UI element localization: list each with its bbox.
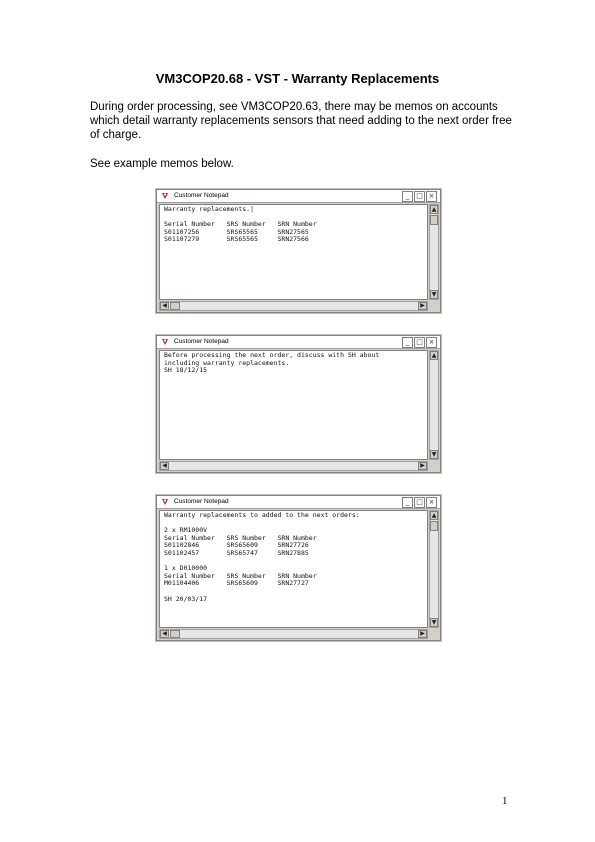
customer-notepad-icon [161, 338, 169, 346]
vertical-scrollbar[interactable] [429, 350, 439, 460]
intro-paragraph: During order processing, see VM3COP20.63, there may be memos on accounts which detail warranty replacements sensors that need adding to the next order free of charge. [90, 101, 512, 141]
vertical-scrollbar[interactable] [429, 510, 439, 628]
page-number: 1 [502, 795, 508, 807]
horizontal-scrollbar[interactable] [159, 629, 428, 639]
vertical-scrollbar[interactable] [429, 204, 439, 300]
notepad-content: Warranty replacements.| Serial Number SRS Number SRN Number S01107256 SRS65565 SRN27565 S01107279 SRS65565 SRN27566 [164, 205, 317, 244]
horizontal-scrollbar[interactable] [159, 301, 428, 311]
scroll-right-icon[interactable]: ▶ [418, 462, 427, 470]
close-icon[interactable]: × [426, 497, 437, 508]
scroll-thumb[interactable] [430, 521, 438, 531]
scroll-right-icon[interactable]: ▶ [418, 630, 427, 638]
notepad-content: Warranty replacements to added to the next orders: 2 x RM1000V Serial Number SRS Number SRN Number S01102846 SRS65609 SRN27726 S01102457 SRS65747 SRN27885 1 x D010000 Serial Number SRS Number SRN Number M01104406 SRS65609 SRN27727 SH 20/03/17 [164, 511, 360, 603]
customer-notepad-icon [161, 498, 169, 506]
notepad-text-area[interactable] [159, 204, 428, 300]
horizontal-scrollbar[interactable] [159, 461, 428, 471]
scroll-right-icon[interactable]: ▶ [418, 302, 427, 310]
window-title: Customer Notepad [174, 192, 229, 199]
notepad-window-3 [156, 495, 441, 641]
scroll-down-icon[interactable]: ▼ [431, 291, 437, 298]
maximize-icon[interactable]: □ [414, 337, 425, 348]
notepad-content: Before processing the next order, discuss with SH about including warranty replacements. SH 18/12/15 [164, 351, 380, 375]
notepad-window-2 [156, 335, 441, 473]
scroll-up-icon[interactable]: ▲ [431, 206, 437, 213]
example-paragraph: See example memos below. [90, 158, 234, 170]
scroll-left-icon[interactable]: ◀ [160, 302, 169, 310]
window-title: Customer Notepad [174, 498, 229, 505]
scroll-thumb[interactable] [430, 215, 438, 225]
horizontal-scroll-thumb[interactable] [170, 630, 180, 638]
scroll-left-icon[interactable]: ◀ [160, 462, 169, 470]
window-title-bar[interactable] [157, 496, 440, 509]
scroll-down-icon[interactable]: ▼ [431, 451, 437, 458]
window-title: Customer Notepad [174, 338, 229, 345]
window-title-bar[interactable] [157, 190, 440, 203]
scroll-down-icon[interactable]: ▼ [431, 619, 437, 626]
close-icon[interactable]: × [426, 191, 437, 202]
document-title: VM3COP20.68 - VST - Warranty Replacements [155, 71, 440, 86]
scroll-up-icon[interactable]: ▲ [431, 352, 437, 359]
maximize-icon[interactable]: □ [414, 191, 425, 202]
minimize-icon[interactable]: _ [402, 337, 413, 348]
horizontal-scroll-thumb[interactable] [170, 302, 180, 310]
scroll-up-icon[interactable]: ▲ [431, 512, 437, 519]
notepad-text-area[interactable] [159, 510, 428, 628]
maximize-icon[interactable]: □ [414, 497, 425, 508]
notepad-window-1 [156, 189, 441, 313]
notepad-text-area[interactable] [159, 350, 428, 460]
minimize-icon[interactable]: _ [402, 497, 413, 508]
window-title-bar[interactable] [157, 336, 440, 349]
close-icon[interactable]: × [426, 337, 437, 348]
customer-notepad-icon [161, 192, 169, 200]
minimize-icon[interactable]: _ [402, 191, 413, 202]
scroll-left-icon[interactable]: ◀ [160, 630, 169, 638]
